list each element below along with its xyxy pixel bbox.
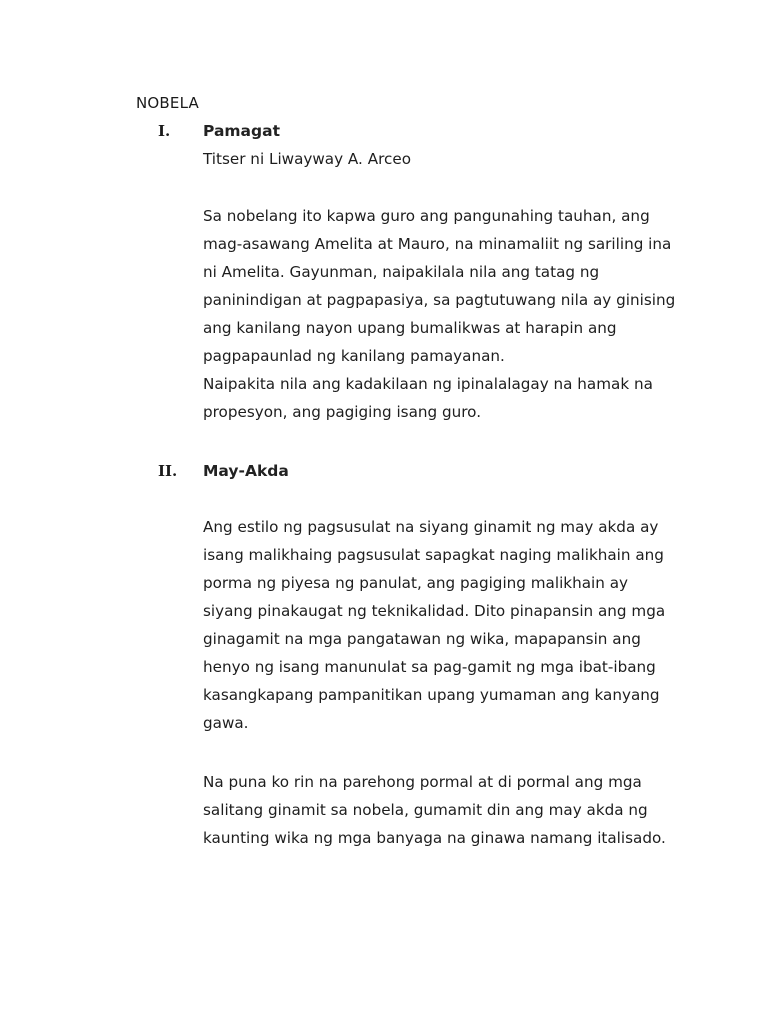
section-heading-pamagat: Pamagat [203, 122, 280, 140]
paragraph-line: siyang pinakaugat ng teknikalidad. Dito pinapansin ang mga [203, 602, 666, 620]
paragraph-line: paninindigan at pagpapasiya, sa pagtutuwang nila ay ginising [203, 291, 676, 309]
paragraph-line: pagpapaunlad ng kanilang pamayanan. [203, 347, 505, 365]
paragraph-line: propesyon, ang pagiging isang guro. [203, 403, 482, 421]
section-heading-may-akda: May-Akda [203, 462, 289, 480]
paragraph-line: ni Amelita. Gayunman, naipakilala nila ang tatag ng [203, 263, 600, 281]
paragraph-line: isang malikhaing pagsusulat sapagkat naging malikhain ang [203, 546, 664, 564]
section-number-1: I. [158, 122, 171, 140]
paragraph-line: Ang estilo ng pagsusulat na siyang ginamit ng may akda ay [203, 518, 659, 536]
paragraph-line: ginagamit na mga pangatawan ng wika, mapapansin ang [203, 630, 641, 648]
paragraph-line: gawa. [203, 714, 249, 732]
paragraph-line: Sa nobelang ito kapwa guro ang pangunahing tauhan, ang [203, 207, 650, 225]
paragraph-line: mag-asawang Amelita at Mauro, na minamaliit ng sariling ina [203, 235, 672, 253]
paragraph-line: Na puna ko rin na parehong pormal at di pormal ang mga [203, 773, 642, 791]
paragraph-line: porma ng piyesa ng panulat, ang pagiging malikhain ay [203, 574, 628, 592]
paragraph-line: kasangkapang pampanitikan upang yumaman ang kanyang [203, 686, 660, 704]
paragraph-line: kaunting wika ng mga banyaga na ginawa namang italisado. [203, 829, 666, 847]
section-number-2: II. [158, 462, 178, 480]
paragraph-line: salitang ginamit sa nobela, gumamit din ang may akda ng [203, 801, 648, 819]
paragraph-line: henyo ng isang manunulat sa pag-gamit ng mga ibat-ibang [203, 658, 656, 676]
novel-title-author: Titser ni Liwayway A. Arceo [203, 150, 411, 168]
paragraph-line: ang kanilang nayon upang bumalikwas at harapin ang [203, 319, 617, 337]
paragraph-line: Naipakita nila ang kadakilaan ng ipinalalagay na hamak na [203, 375, 653, 393]
document-title: NOBELA [136, 94, 199, 112]
